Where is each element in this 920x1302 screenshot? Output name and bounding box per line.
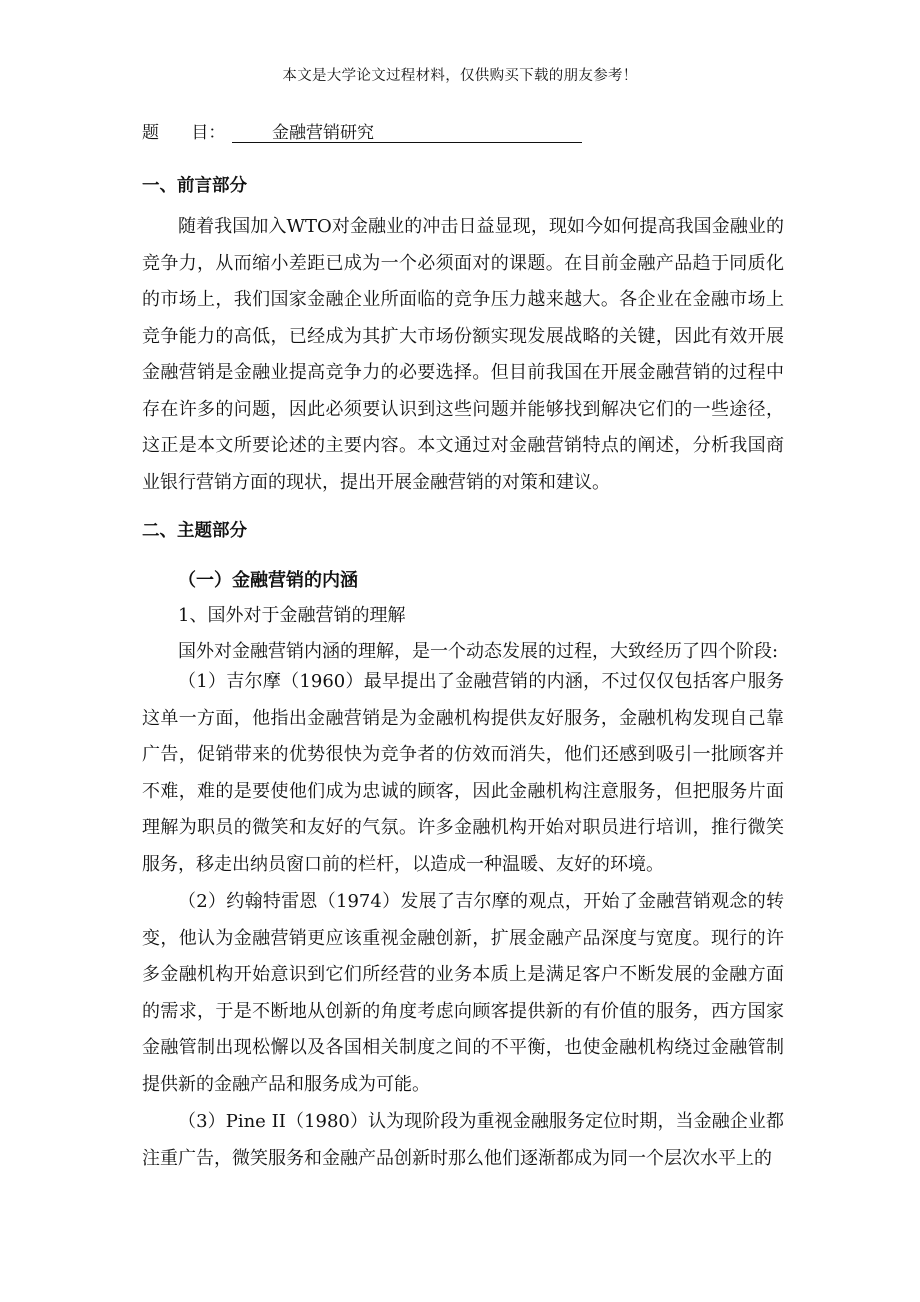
document-title: 金融营销研究 xyxy=(272,123,374,143)
stage3-paragraph: （3）Pine II（1980）认为现阶段为重视金融服务定位时期，当金融企业都注重广告，微笑服务和金融产品创新时那么他们逐渐都成为同一个层次水平上的 xyxy=(142,1111,784,1169)
title-label: 题 目： xyxy=(142,123,226,143)
stage2-paragraph: （2）约翰特雷恩（1974）发展了吉尔摩的观点，开始了金融营销观念的转变，他认为金融营销更应该重视金融创新，扩展金融产品深度与宽度。现行的许多金融机构开始意识到它们所经营的业务本质上是满足客户不断发展的金融方面的需求，于是不断地从创新的角度考虑向顾客提供新的有价值的服务，西方国家金融管制出现松懈以及各国相关制度之间的不平衡，也使金融机构绕过金融管制提供新的金融产品和服务成为可能。 xyxy=(142,891,784,1095)
preface-paragraph: 随着我国加入WTO对金融业的冲击日益显现，现如今如何提高我国金融业的竞争力，从而缩小差距已成为一个必须面对的课题。在目前金融产品趋于同质化的市场上，我们国家金融企业所面临的竞争压力越来越大。各企业在金融市场上竞争能力的高低，已经成为其扩大市场份额实现发展战略的关键，因此有效开展金融营销是金融业提高竞争力的必要选择。但目前我国在开展金融营销的过程中存在许多的问题，因此必须要认识到这些问题并能够找到解决它们的一些途径，这正是本文所要论述的主要内容。本文通过对金融营销特点的阐述，分析我国商业银行营销方面的现状，提出开展金融营销的对策和建议。 xyxy=(142,216,784,493)
subsection-heading: （一）金融营销的内涵 xyxy=(178,570,358,591)
item-heading: 1、国外对于金融营销的理解 xyxy=(178,605,406,626)
download-notice: 本文是大学论文过程材料，仅供购买下载的朋友参考！ xyxy=(282,68,638,84)
intro-line: 国外对金融营销内涵的理解，是一个动态发展的过程，大致经历了四个阶段: xyxy=(178,641,779,662)
section2-heading: 二、主题部分 xyxy=(142,521,247,541)
stage1-paragraph: （1）吉尔摩（1960）最早提出了金融营销的内涵，不过仅仅包括客户服务这单一方面，他指出金融营销是为金融机构提供友好服务，金融机构发现自己靠广告，促销带来的优势很快为竞争者的仿效而消失，他们还感到吸引一批顾客并不难，难的是要使他们成为忠诚的顾客，因此金融机构注意服务，但把服务片面理解为职员的微笑和友好的气氛。许多金融机构开始对职员进行培训，推行微笑服务，移走出纳员窗口前的栏杆，以造成一种温暖、友好的环境。 xyxy=(142,671,784,875)
section1-heading: 一、前言部分 xyxy=(142,176,247,196)
